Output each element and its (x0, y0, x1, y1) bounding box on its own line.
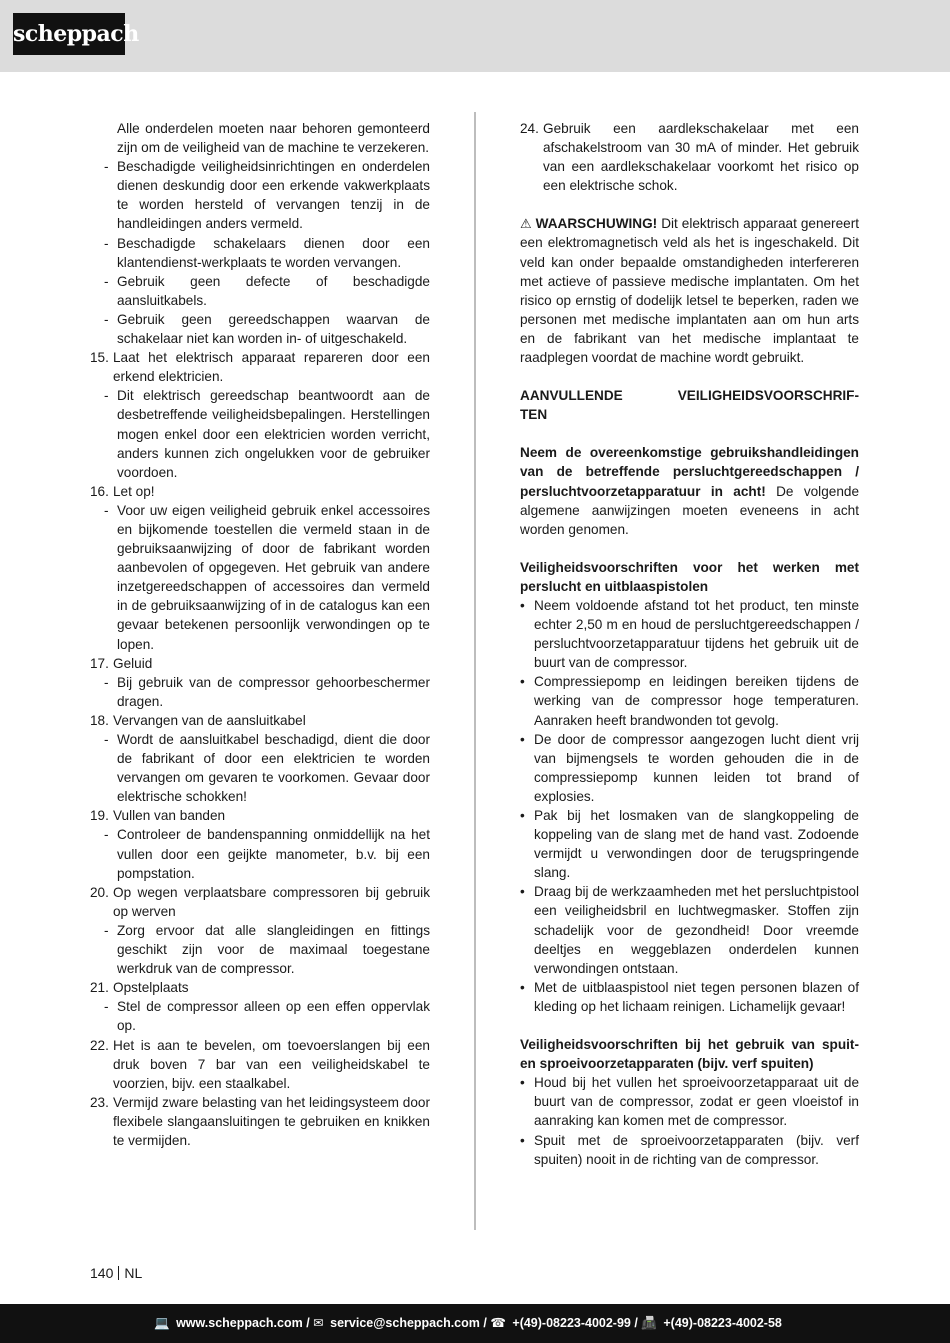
warning-text: Dit elektrisch apparaat genereert een elektromagnetisch veld als het is ingeschakeld. Dit veld kan onder bepaalde omstandigheden interfereren met actieve of passieve medische implantaten. Om het risico op ernstig of dodelijk letsel te beperken, raden we personen met medische implantaten aan om hun arts en de fabrikant van het medische implantaat te raadplegen voordat de machine wordt gebruikt. (520, 216, 860, 366)
numbered-item-19: 19. Vullen van banden (90, 808, 226, 824)
subsection-title-perslucht: Veiligheidsvoorschriften voor het werken met perslucht en uitblaaspistolen (520, 559, 859, 594)
section-heading: AANVULLENDE VEILIGHEIDSVOORSCHRIF- (520, 388, 859, 404)
list-item: • Draag bij de werkzaamheden met het persluchtpistool een veiligheidsbril en luchtwegmasker. Stoffen zijn schadelijk voor de gezondheid! Door vreemde deeltjes en weggeblazen onderdelen kunnen verwondingen ontstaan. (520, 884, 859, 976)
list-item: - Dit elektrisch gereedschap beantwoordt aan de desbetreffende veiligheidsbepalingen. Herstellingen mogen enkel door een elektricien worden verricht, anders kunnen zich ongelukken voor de gebruiker voordoen. (104, 388, 430, 480)
lead-paragraph: Neem de overeenkomstige gebruikshandleidingen van de betreffende persluchtgereedschappen / persluchtvoorzetapparatuur in acht! De volgende algemene aanwijzingen moeten eveneens in acht worden genomen. (520, 445, 860, 537)
list-item: - Stel de compressor alleen op een effen oppervlak op. (104, 999, 430, 1034)
list-item: - Wordt de aansluitkabel beschadigd, dient die door de fabrikant of door een elektricien te worden vervangen om gevaren te voorkomen. Gevaar door elektrische schokken! (104, 732, 430, 805)
list-item: • Houd bij het vullen het sproeivoorzetapparaat uit de buurt van de compressor, zodat er geen vloeistof in aanraking kan komen met de compressor. (520, 1075, 859, 1129)
warning-paragraph (520, 214, 859, 367)
numbered-item-23: 23. Vermijd zware belasting van het leidingsysteem door flexibele slangaansluitingen te gebruiken en knikken te vermijden. (90, 1094, 430, 1148)
scheppach-logo: scheppach (13, 13, 125, 55)
warning-icon: ⚠ (520, 216, 532, 232)
warning-label: WAARSCHUWING! (535, 216, 658, 232)
phone-icon: ☎ (490, 1316, 506, 1330)
list-item: - Beschadigde schakelaars dienen door een klantendienst-werkplaats te worden vervangen. (104, 235, 430, 270)
numbered-item-17: 17. Geluid (90, 655, 153, 671)
list-item: - Gebruik geen gereedschappen waarvan de schakelaar niet kan worden in- of uitgeschakeld. (104, 311, 430, 347)
list-item: • De door de compressor aangezogen lucht dient vrij van bijmengsels te worden gehouden die in de compressiepomp kunnen leiden tot brand of explosies. (520, 731, 859, 804)
numbered-item-20: 20. Op wegen verplaatsbare compressoren bij gebruik op werven (90, 884, 430, 919)
page-number: 140 NL (90, 1265, 143, 1281)
list-item: - Zorg ervoor dat alle slangleidingen en fittings geschikt zijn voor de maximaal toegestane werkdruk van de compressor. (104, 922, 430, 977)
intro-text: Alle onderdelen moeten naar behoren gemonteerd zijn om de veiligheid van de machine te verzekeren. (117, 121, 430, 156)
page-header (0, 0, 950, 72)
list-item: - Bij gebruik van de compressor gehoorbeschermer dragen. (104, 674, 430, 709)
numbered-item-24: 24. Gebruik een aardlekschakelaar met een afschakelstroom van 30 mA of minder. Het gebruik van een aardlekschakelaar voorkomt het risico op een elektrische schok. (520, 121, 859, 194)
right-column (520, 119, 859, 1169)
list-item: • Compressiepomp en leidingen bereiken tijdens de werking van de compressor hoge temperaturen. Aanraken heeft brandwonden tot gevolg. (520, 674, 859, 728)
list-item: - Gebruik geen defecte of beschadigde aansluitkabels. (104, 273, 430, 308)
numbered-item-22: 22. Het is aan te bevelen, om toevoerslangen bij een druk boven 7 bar van een veiligheidskabel te voorzien, bijv. een staalkabel. (90, 1037, 430, 1091)
list-item: • Met de uitblaaspistool niet tegen personen blazen of kleding op het lichaam reinigen. Lichamelijk gevaar! (520, 979, 859, 1014)
list-item: • Pak bij het losmaken van de slangkoppeling de koppeling van de slang met de hand vast. Zodoende vermijdt u verwondingen door de terugspringende slang. (520, 808, 859, 881)
list-item: - Beschadigde veiligheidsinrichtingen en onderdelen dienen deskundig door een erkende vakwerkplaats te worden hersteld of vervangen tenzij in de handleidingen anders vermeld. (104, 159, 430, 232)
list-item: - Controleer de bandenspanning onmiddellijk na het vullen door een geijkte manometer, b.v. bij een pompstation. (104, 827, 430, 881)
footer-email[interactable]: service@scheppach.com / (330, 1316, 487, 1330)
computer-icon: 💻 (154, 1316, 170, 1330)
numbered-item-15: 15. Laat het elektrisch apparaat repareren door een erkend elektricien. (90, 350, 430, 385)
left-column (90, 119, 430, 1150)
page-footer (0, 1304, 950, 1343)
numbered-item-21: 21. Opstelplaats (90, 980, 189, 996)
footer-phone: +(49)-08223-4002-99 / (512, 1316, 638, 1330)
numbered-item-16: 16. Let op! (90, 483, 155, 499)
mail-icon: ✉ (313, 1316, 324, 1330)
footer-website[interactable]: www.scheppach.com / (176, 1316, 310, 1330)
footer-fax: +(49)-08223-4002-58 (663, 1316, 782, 1330)
subsection-title-spuit: Veiligheidsvoorschriften bij het gebruik van spuit- en sproeivoorzetapparaten (bijv. verf spuiten) (520, 1037, 859, 1072)
numbered-item-18: 18. Vervangen van de aansluitkabel (90, 712, 306, 728)
fax-icon: 📠 (641, 1316, 657, 1330)
list-item: • Neem voldoende afstand tot het product, ten minste echter 2,50 m en houd de persluchtgereedschappen / persluchtvoorzetapparatuur tijdens het gebruik uit de buurt van de compressor. (520, 597, 859, 671)
column-divider (474, 112, 476, 1230)
list-item: - Voor uw eigen veiligheid gebruik enkel accessoires en bijkomende toestellen die vermeld staan in de gebruiksaanwijzing of door de fabrikant worden aanbevolen of opgegeven. Het gebruik van andere inzetgereedschappen of accessoires dan vermeld in de gebruiksaanwijzing of in de catalogus kan een gevaar betekenen persoonlijk verwondingen op te lopen. (104, 502, 430, 652)
section-heading-cont: TEN (520, 407, 548, 423)
list-item: • Spuit met de sproeivoorzetapparaten (bijv. verf spuiten) nooit in de richting van de compressor. (520, 1132, 859, 1167)
